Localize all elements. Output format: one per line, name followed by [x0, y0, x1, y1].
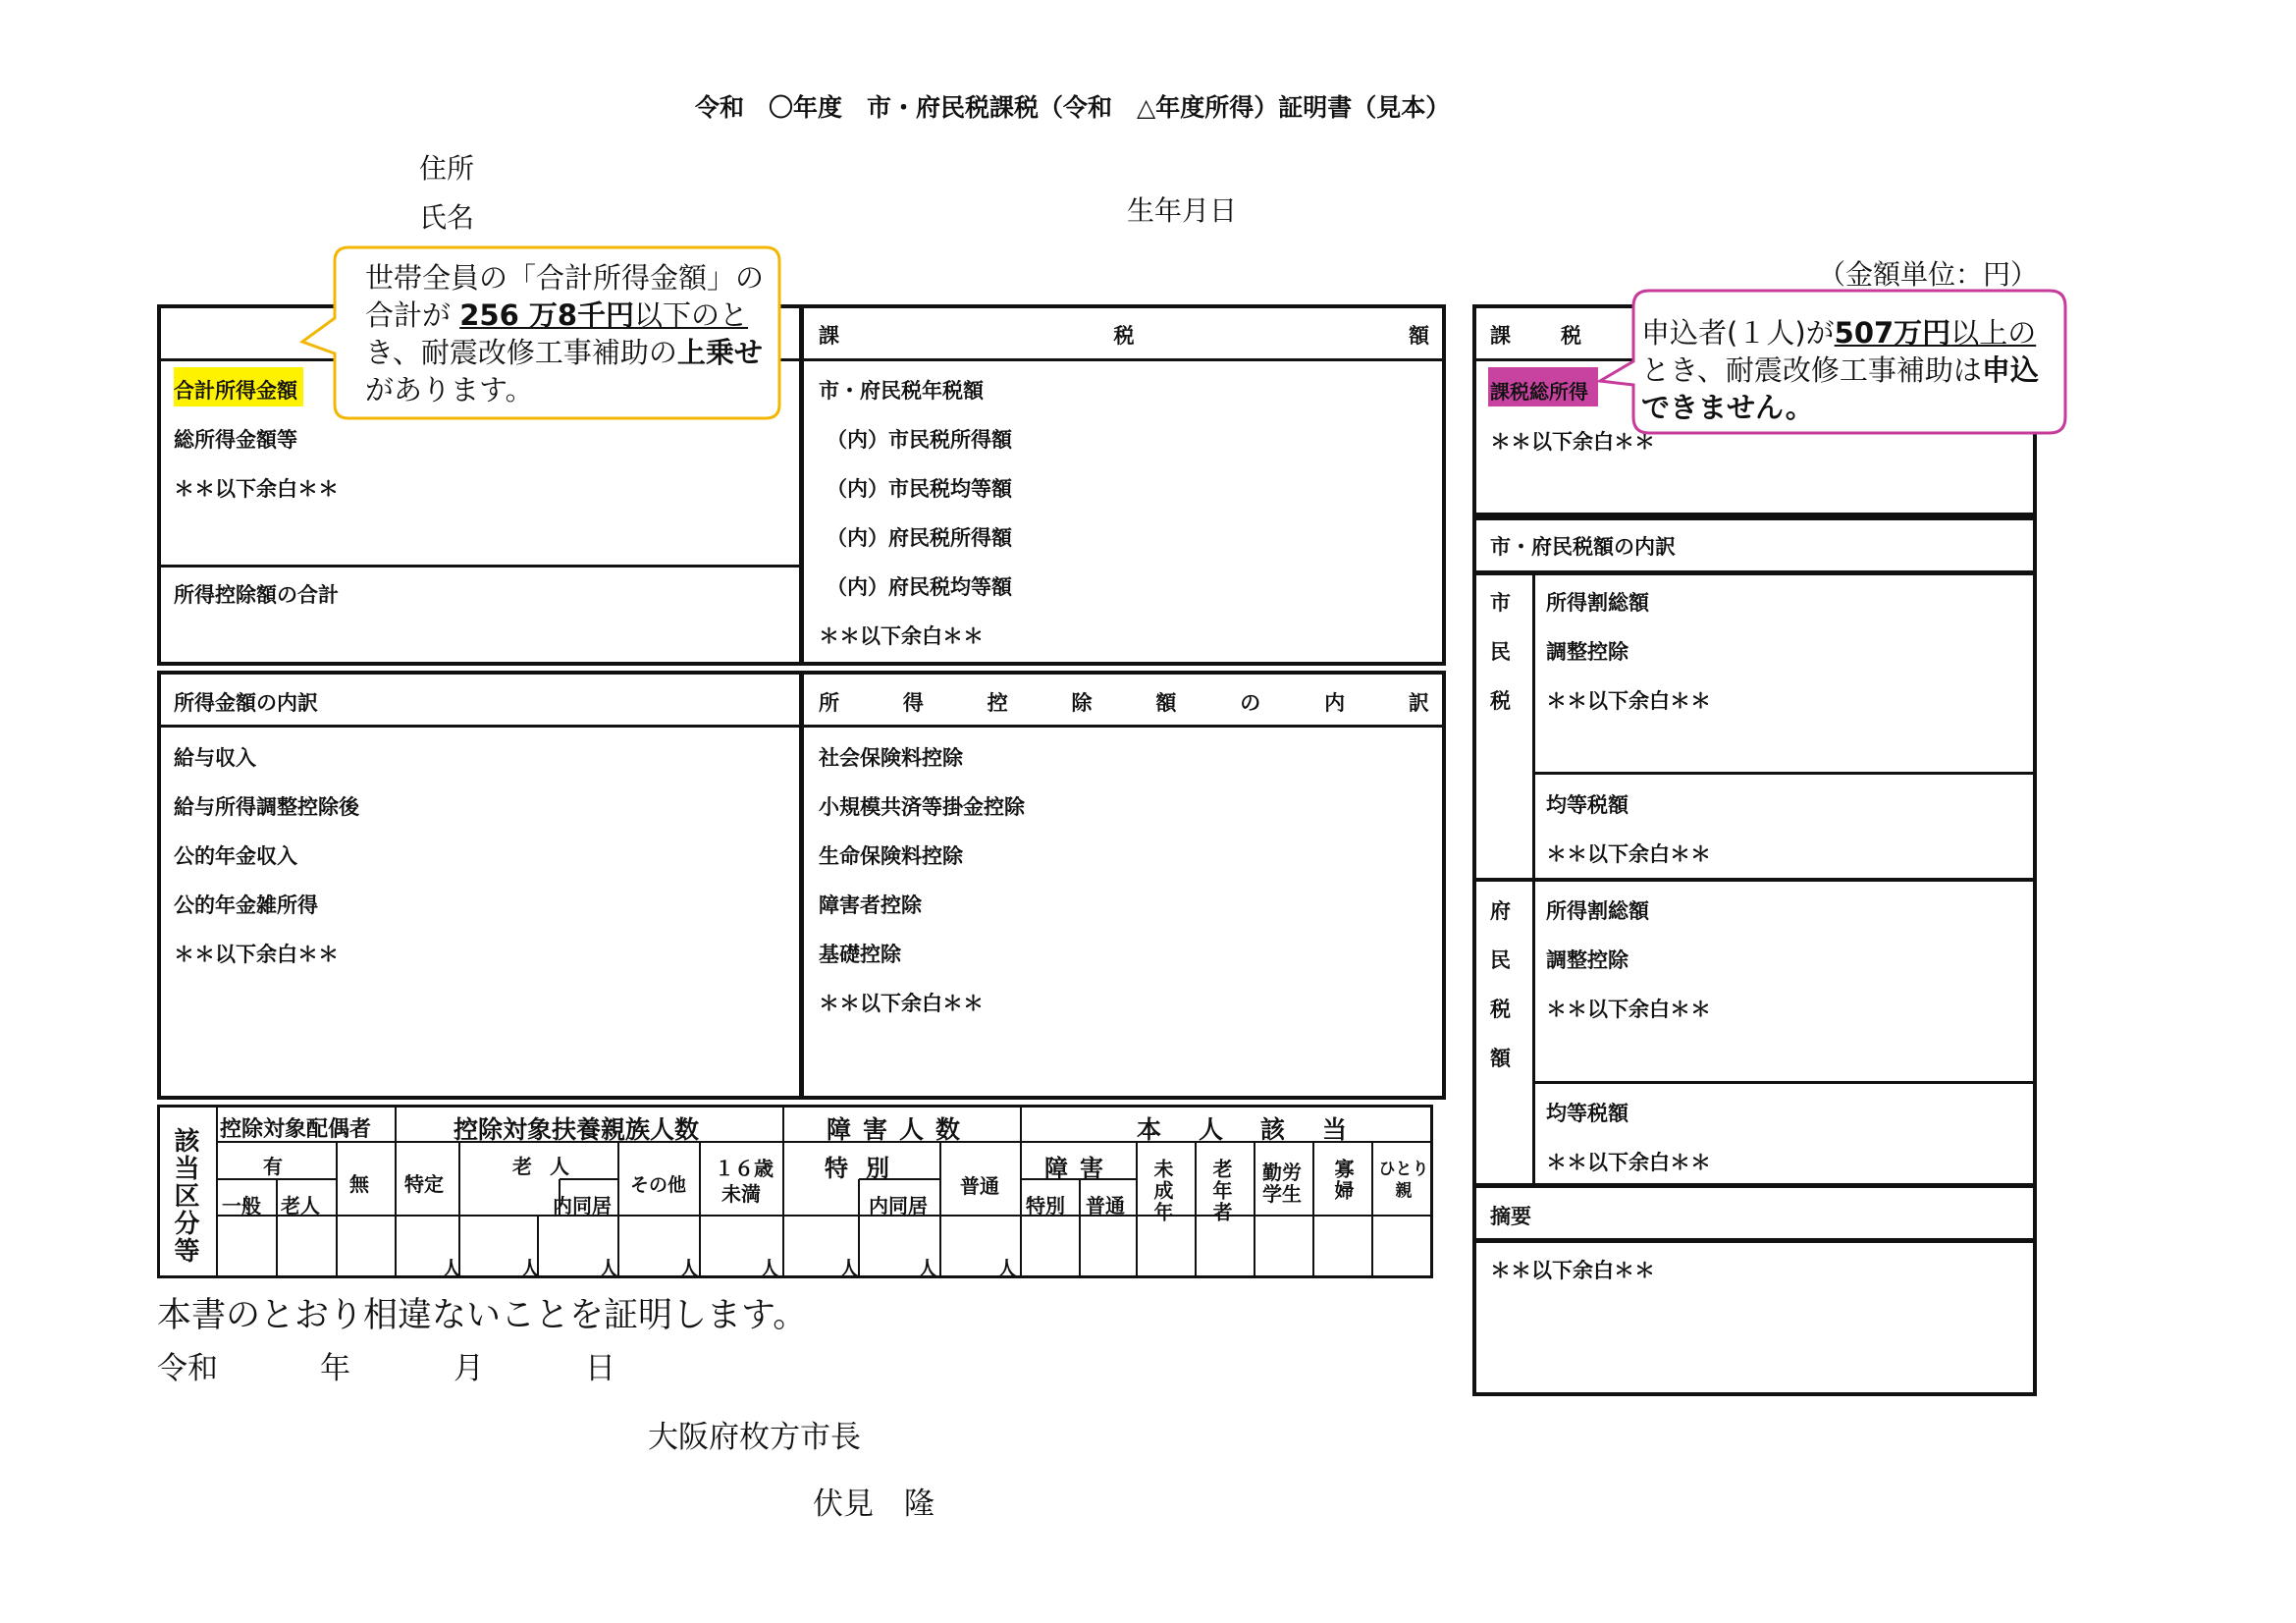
deduction-breakdown-box: [800, 671, 1446, 1100]
roneisha-label: 老年者: [1209, 1159, 1233, 1223]
pref-tax-char-4: 額: [1490, 1047, 1511, 1070]
blank-mark: ＊＊以下余白＊＊: [819, 992, 984, 1015]
doukyo-label: 内同居: [553, 1194, 612, 1217]
tokutei-label: 特定: [404, 1172, 444, 1196]
pension-income-label: 公的年金収入: [174, 844, 297, 868]
certify-text: 本書のとおり相違ないことを証明します。: [157, 1296, 808, 1335]
unit-note: （金額単位：円）: [1818, 258, 2039, 291]
doukyo2-label: 内同居: [869, 1194, 928, 1217]
unit-label: 人: [918, 1257, 937, 1280]
breakdown-header: 市・府民税額の内訳: [1490, 535, 1676, 559]
date-year: 年: [320, 1351, 350, 1386]
kafu-label: 寡婦: [1331, 1159, 1355, 1202]
gross-income-label: 総所得金額等: [174, 428, 297, 452]
blank-mark: ＊＊以下余白＊＊: [1546, 842, 1711, 866]
shogai-label: 障害: [1044, 1155, 1115, 1182]
total-income-label: 合計所得金額: [174, 379, 297, 403]
futsu2-label: 普通: [1086, 1194, 1125, 1217]
rojin-label: 老人: [281, 1194, 320, 1217]
pink-callout-text: 申込者(１人)が507万円以上の とき、耐震改修工事補助は申込 できません。: [1641, 316, 2039, 424]
deduction-breakdown-header: 所 得 控 除 額 の 内 訳: [819, 691, 1429, 715]
city-income-tax-label: （内）市民税所得額: [827, 428, 1012, 452]
nashi-label: 無: [349, 1172, 369, 1196]
annual-tax-label: 市・府民税年税額: [819, 379, 984, 403]
yellow-callout-text: 世帯全員の「合計所得金額」の 合計が 256 万8千円以下のと き、耐震改修工事補助の上乗せ があります。: [365, 261, 765, 406]
ippan-label: 一般: [222, 1194, 261, 1217]
salary-adjusted-label: 給与所得調整控除後: [174, 795, 359, 819]
tokubetsu-label: 特別: [825, 1155, 907, 1182]
birth-label: 生年月日: [1127, 194, 1238, 227]
taxable-income-label: 課税総所得: [1490, 380, 1588, 404]
dependents-header: 控除対象扶養親族人数: [454, 1115, 700, 1144]
pref-equal-label: 均等税額: [1546, 1102, 1629, 1125]
pref-tax-char-2: 民: [1490, 948, 1511, 972]
date-month: 月: [454, 1351, 484, 1386]
unit-label: 人: [997, 1257, 1017, 1280]
unit-label: 人: [679, 1257, 699, 1280]
ari-label: 有: [263, 1155, 283, 1178]
futsu-label: 普通: [960, 1174, 999, 1198]
income-breakdown-header: 所得金額の内訳: [174, 691, 318, 715]
city-tax-char-2: 民: [1490, 640, 1511, 664]
blank-mark: ＊＊以下余白＊＊: [1546, 689, 1711, 713]
name-label: 氏名: [419, 201, 475, 234]
social-insurance-label: 社会保険料控除: [819, 746, 963, 770]
date-reiwa: 令和: [157, 1351, 218, 1386]
date-day: 日: [585, 1351, 615, 1386]
rojin2-label: 老人: [512, 1155, 587, 1178]
income-breakdown-box: [157, 671, 803, 1100]
small-mutual-aid-label: 小規模共済等掛金控除: [819, 795, 1025, 819]
blank-mark: ＊＊以下余白＊＊: [174, 477, 339, 501]
life-insurance-label: 生命保険料控除: [819, 844, 963, 868]
blank-mark: ＊＊以下余白＊＊: [1546, 1151, 1711, 1174]
pref-adjust-label: 調整控除: [1546, 948, 1629, 972]
pension-misc-label: 公的年金雑所得: [174, 893, 318, 917]
blank-mark: ＊＊以下余白＊＊: [1546, 998, 1711, 1021]
page-title: 令和 〇年度 市・府民税課税（令和 △年度所得）証明書（見本）: [695, 93, 1451, 122]
category-side-label: 該当区分等: [170, 1127, 199, 1265]
unit-label: 人: [599, 1257, 618, 1280]
blank-mark: ＊＊以下余白＊＊: [174, 943, 339, 966]
disabled-header: 障害人数: [827, 1115, 973, 1144]
blank-mark: ＊＊以下余白＊＊: [1490, 1259, 1655, 1282]
salary-income-label: 給与収入: [174, 746, 256, 770]
right-header-2: 税: [1561, 324, 1581, 348]
deduction-total-label: 所得控除額の合計: [174, 583, 339, 607]
city-tax-char-3: 税: [1490, 689, 1511, 713]
issuer: 大阪府枚方市長: [648, 1420, 861, 1455]
kinro-label-2: 学生: [1262, 1182, 1302, 1206]
hitori-label: ひとり親: [1378, 1160, 1429, 1201]
u16-label-2: 未満: [721, 1182, 761, 1206]
tokubetsu2-label: 特別: [1026, 1194, 1065, 1217]
blank-mark: ＊＊以下余白＊＊: [1490, 430, 1655, 454]
blank-mark: ＊＊以下余白＊＊: [819, 624, 984, 648]
unit-label: 人: [839, 1257, 859, 1280]
kinro-label-1: 勤労: [1262, 1161, 1302, 1184]
city-equal-label: 均等税額: [1546, 793, 1629, 817]
sonota-label: その他: [630, 1174, 687, 1196]
unit-label: 人: [760, 1257, 779, 1280]
city-tax-char-1: 市: [1490, 591, 1511, 615]
pref-income-total-label: 所得割総額: [1546, 899, 1649, 923]
disability-deduction-label: 障害者控除: [819, 893, 922, 917]
miseinen-label: 未成年: [1150, 1159, 1174, 1223]
summary-label: 摘要: [1490, 1205, 1531, 1228]
right-header-1: 課: [1490, 324, 1511, 348]
city-equal-tax-label: （内）市民税均等額: [827, 477, 1012, 501]
basic-deduction-label: 基礎控除: [819, 943, 901, 966]
address-label: 住所: [419, 152, 475, 185]
pref-income-tax-label: （内）府民税所得額: [827, 526, 1012, 550]
u16-label-1: １６歳: [715, 1157, 774, 1180]
city-income-total-label: 所得割総額: [1546, 591, 1649, 615]
city-adjust-label: 調整控除: [1546, 640, 1629, 664]
unit-label: 人: [520, 1257, 540, 1280]
spouse-header: 控除対象配偶者: [220, 1117, 372, 1142]
self-header: 本人該当: [1137, 1115, 1385, 1144]
tax-header: 課 税 額: [819, 324, 1429, 348]
pref-tax-char-3: 税: [1490, 998, 1511, 1021]
pref-tax-char-1: 府: [1490, 899, 1511, 923]
mayor-name: 伏見 隆: [813, 1487, 934, 1522]
pref-equal-tax-label: （内）府民税均等額: [827, 575, 1012, 599]
unit-label: 人: [442, 1257, 461, 1280]
summary-header-box: [1472, 1184, 2037, 1242]
